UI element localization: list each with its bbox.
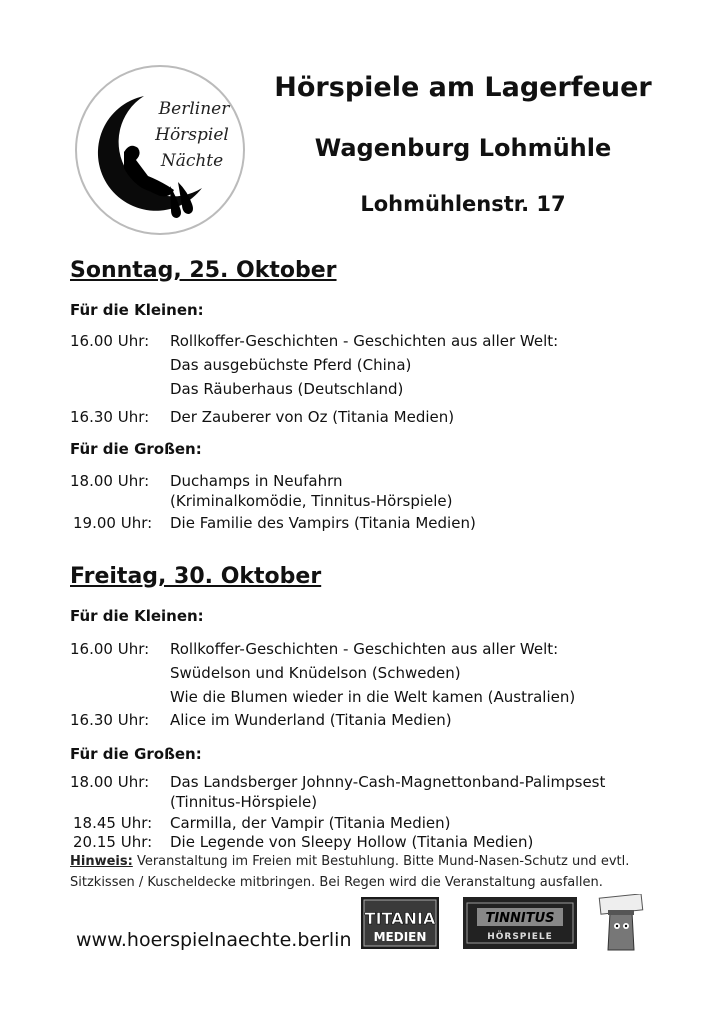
entry-text: Rollkoffer-Geschichten - Geschichten aus aller Welt:	[170, 332, 559, 350]
berliner-hoerspielnaechte-logo	[74, 64, 246, 236]
entry-time: 16.30 Uhr:	[70, 408, 150, 426]
schedule-entry	[70, 832, 690, 852]
trash-can-mascot-logo	[596, 894, 646, 954]
entry-time: 19.00 Uhr:	[73, 514, 153, 532]
logo-line-2: Hörspiel	[155, 125, 229, 145]
schedule-entry	[70, 772, 690, 812]
venue-address: Lohmühlenstr. 17	[360, 192, 566, 216]
schedule-entry	[70, 513, 690, 533]
entry-time: 18.45 Uhr:	[73, 814, 153, 832]
entry-text: (Kriminalkomödie, Tinnitus-Hörspiele)	[170, 492, 453, 510]
entry-time: 16.30 Uhr:	[70, 711, 150, 729]
tinnitus-hoerspiele-logo	[463, 897, 577, 949]
event-title: Hörspiele am Lagerfeuer	[274, 72, 652, 103]
entry-text: Alice im Wunderland (Titania Medien)	[170, 711, 452, 729]
entry-time: 16.00 Uhr:	[70, 640, 150, 658]
day-heading: Freitag, 30. Oktober	[70, 564, 322, 589]
entry-text: Swüdelson und Knüdelson (Schweden)	[170, 664, 461, 682]
titania-bottom-text: MEDIEN	[373, 930, 427, 944]
venue-name: Wagenburg Lohmühle	[314, 134, 612, 162]
logo-line-3: Nächte	[160, 151, 224, 171]
entry-text: Die Legende von Sleepy Hollow (Titania Medien)	[170, 833, 534, 851]
day-heading: Sonntag, 25. Oktober	[70, 258, 337, 283]
entry-text: Wie die Blumen wieder in die Welt kamen (Australien)	[170, 688, 576, 706]
entry-time: 16.00 Uhr:	[70, 332, 150, 350]
entry-text: Das ausgebüchste Pferd (China)	[170, 356, 412, 374]
group-label: Für die Kleinen:	[70, 301, 204, 319]
entry-time: 18.00 Uhr:	[70, 773, 150, 791]
schedule-entry	[70, 708, 690, 732]
titania-top-text: TITANIA	[364, 909, 436, 928]
notice	[70, 851, 670, 893]
group-label: Für die Großen:	[70, 440, 202, 458]
entry-time: 18.00 Uhr:	[70, 472, 150, 490]
entry-time: 20.15 Uhr:	[73, 833, 153, 851]
entry-text: Rollkoffer-Geschichten - Geschichten aus aller Welt:	[170, 640, 559, 658]
group-label: Für die Großen:	[70, 745, 202, 763]
notice-label: Hinweis:	[70, 854, 133, 869]
titania-medien-logo	[361, 897, 439, 949]
entry-text: Die Familie des Vampirs (Titania Medien)	[170, 514, 476, 532]
schedule-entry	[70, 813, 690, 833]
tinnitus-bottom-text: HÖRSPIELE	[487, 932, 553, 942]
group-label: Für die Kleinen:	[70, 607, 204, 625]
website-link[interactable]: www.hoerspielnaechte.berlin	[76, 929, 352, 951]
entry-text: Carmilla, der Vampir (Titania Medien)	[170, 814, 451, 832]
entry-text: Duchamps in Neufahrn	[170, 472, 343, 490]
schedule-entry	[70, 405, 690, 429]
schedule-entry	[70, 637, 690, 709]
entry-text: Das Landsberger Johnny-Cash-Magnettonband-Palimpsest	[170, 773, 606, 791]
tinnitus-top-text: TINNITUS	[485, 911, 555, 926]
logo-line-1: Berliner	[158, 99, 230, 119]
entry-text: Der Zauberer von Oz (Titania Medien)	[170, 408, 455, 426]
entry-text: Das Räuberhaus (Deutschland)	[170, 380, 404, 398]
notice-text: Veranstaltung im Freien mit Bestuhlung. Bitte Mund-Nasen-Schutz und evtl. Sitzkissen / Kuscheldecke mitbringen. Bei Regen wird die Veranstaltung ausfallen.	[70, 854, 630, 890]
schedule-entry	[70, 471, 690, 511]
schedule-entry	[70, 329, 690, 401]
entry-text: (Tinnitus-Hörspiele)	[170, 793, 318, 811]
